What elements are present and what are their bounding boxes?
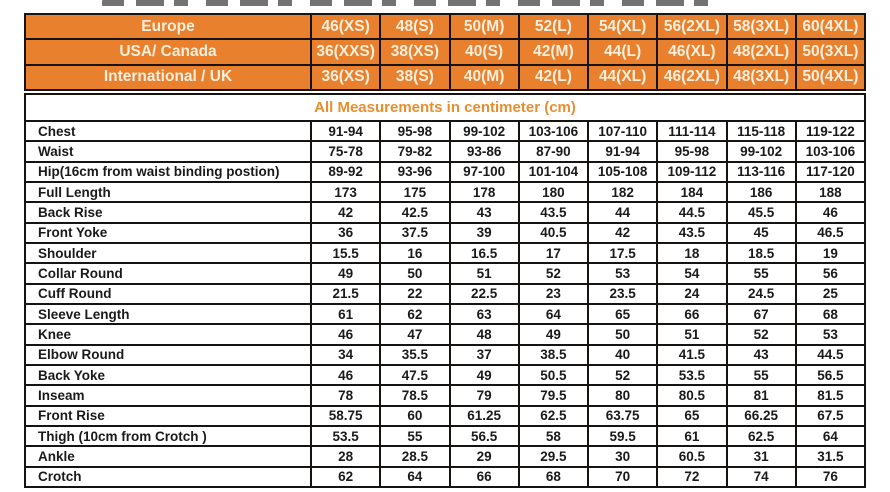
size-system-row: [25, 39, 865, 64]
measurement-value-cell: 95-98: [380, 121, 449, 141]
size-cell: 46(XS): [311, 14, 380, 39]
size-cell: 56(2XL): [657, 14, 726, 39]
measurement-value-cell: 182: [588, 182, 657, 202]
measurement-value-cell: 64: [380, 467, 449, 487]
measurement-label: Thigh (10cm from Crotch ): [25, 426, 311, 446]
measurement-value-cell: 40: [588, 345, 657, 365]
measurement-value-cell: 99-102: [727, 141, 796, 161]
size-cell: 38(XS): [380, 39, 449, 64]
measurement-row: [25, 385, 865, 405]
measurement-value-cell: 43.5: [657, 223, 726, 243]
measurement-value-cell: 62: [380, 304, 449, 324]
measurement-row: [25, 243, 865, 263]
size-cell: 50(M): [450, 14, 519, 39]
measurement-value-cell: 29.5: [519, 446, 588, 466]
measurement-value-cell: 55: [380, 426, 449, 446]
measurement-value-cell: 45.5: [727, 202, 796, 222]
measurement-value-cell: 62.5: [727, 426, 796, 446]
measurement-value-cell: 46: [796, 202, 865, 222]
measurement-label: Elbow Round: [25, 345, 311, 365]
measurement-value-cell: 188: [796, 182, 865, 202]
measurement-value-cell: 68: [519, 467, 588, 487]
measurement-value-cell: 47: [380, 324, 449, 344]
measurement-value-cell: 97-100: [450, 162, 519, 182]
measurement-value-cell: 36: [311, 223, 380, 243]
measurement-value-cell: 51: [657, 324, 726, 344]
measurement-value-cell: 50.5: [519, 365, 588, 385]
measurement-value-cell: 44: [588, 202, 657, 222]
size-system-row: [25, 65, 865, 90]
measurement-value-cell: 18: [657, 243, 726, 263]
size-header-body: [25, 14, 865, 90]
measurement-value-cell: 43.5: [519, 202, 588, 222]
measurement-row: [25, 121, 865, 141]
measurement-label: Full Length: [25, 182, 311, 202]
measurement-value-cell: 17: [519, 243, 588, 263]
measurement-value-cell: 64: [519, 304, 588, 324]
measurement-value-cell: 65: [657, 406, 726, 426]
measurement-value-cell: 42.5: [380, 202, 449, 222]
measurement-value-cell: 43: [727, 345, 796, 365]
measurement-value-cell: 67.5: [796, 406, 865, 426]
size-cell: 50(3XL): [796, 39, 865, 64]
measurement-value-cell: 42: [588, 223, 657, 243]
size-cell: 58(3XL): [727, 14, 796, 39]
measurement-value-cell: 65: [588, 304, 657, 324]
measurement-value-cell: 60.5: [657, 446, 726, 466]
measurement-row: [25, 162, 865, 182]
size-cell: 44(XL): [588, 65, 657, 90]
measurement-value-cell: 53: [588, 263, 657, 283]
measurement-value-cell: 175: [380, 182, 449, 202]
measurement-value-cell: 51: [450, 263, 519, 283]
size-header-table: [24, 13, 866, 91]
measurement-value-cell: 117-120: [796, 162, 865, 182]
measurement-value-cell: 37.5: [380, 223, 449, 243]
measurement-value-cell: 79.5: [519, 385, 588, 405]
measurement-row: [25, 141, 865, 161]
measurement-value-cell: 75-78: [311, 141, 380, 161]
measurement-value-cell: 87-90: [519, 141, 588, 161]
measurement-value-cell: 35.5: [380, 345, 449, 365]
measurement-value-cell: 61: [657, 426, 726, 446]
measurements-body: [25, 94, 865, 487]
measurement-value-cell: 58.75: [311, 406, 380, 426]
size-system-label: USA/ Canada: [25, 39, 311, 64]
measurement-row: [25, 263, 865, 283]
measurement-value-cell: 91-94: [311, 121, 380, 141]
measurement-value-cell: 25: [796, 284, 865, 304]
measurement-value-cell: 24: [657, 284, 726, 304]
measurement-value-cell: 49: [519, 324, 588, 344]
size-cell: 48(2XL): [727, 39, 796, 64]
measurement-value-cell: 62: [311, 467, 380, 487]
measurement-value-cell: 18.5: [727, 243, 796, 263]
measurement-value-cell: 61: [311, 304, 380, 324]
measurement-value-cell: 22.5: [450, 284, 519, 304]
measurement-value-cell: 78.5: [380, 385, 449, 405]
measurement-value-cell: 81.5: [796, 385, 865, 405]
measurement-value-cell: 180: [519, 182, 588, 202]
measurement-value-cell: 115-118: [727, 121, 796, 141]
measurement-value-cell: 58: [519, 426, 588, 446]
measurement-value-cell: 56.5: [450, 426, 519, 446]
measurement-row: [25, 284, 865, 304]
measurement-value-cell: 40.5: [519, 223, 588, 243]
measurement-label: Inseam: [25, 385, 311, 405]
measurement-value-cell: 23: [519, 284, 588, 304]
size-cell: 40(S): [450, 39, 519, 64]
measurement-value-cell: 81: [727, 385, 796, 405]
size-system-label: Europe: [25, 14, 311, 39]
measurement-value-cell: 109-112: [657, 162, 726, 182]
measurement-row: [25, 426, 865, 446]
measurement-value-cell: 16: [380, 243, 449, 263]
measurement-value-cell: 103-106: [796, 141, 865, 161]
measurement-value-cell: 59.5: [588, 426, 657, 446]
size-cell: 46(XL): [657, 39, 726, 64]
measurement-label: Back Yoke: [25, 365, 311, 385]
measurement-row: [25, 202, 865, 222]
measurement-value-cell: 46.5: [796, 223, 865, 243]
measurement-value-cell: 19: [796, 243, 865, 263]
size-cell: 50(4XL): [796, 65, 865, 90]
measurement-value-cell: 186: [727, 182, 796, 202]
measurement-value-cell: 63: [450, 304, 519, 324]
measurement-value-cell: 107-110: [588, 121, 657, 141]
size-cell: 38(S): [380, 65, 449, 90]
measurement-value-cell: 93-96: [380, 162, 449, 182]
measurement-row: [25, 223, 865, 243]
measurement-value-cell: 62.5: [519, 406, 588, 426]
measurement-value-cell: 15.5: [311, 243, 380, 263]
measurement-value-cell: 111-114: [657, 121, 726, 141]
measurement-label: Chest: [25, 121, 311, 141]
size-cell: 60(4XL): [796, 14, 865, 39]
measurement-value-cell: 41.5: [657, 345, 726, 365]
size-cell: 42(L): [519, 65, 588, 90]
measurement-value-cell: 103-106: [519, 121, 588, 141]
measurement-value-cell: 53.5: [657, 365, 726, 385]
measurement-label: Hip(16cm from waist binding postion): [25, 162, 311, 182]
measurement-label: Cuff Round: [25, 284, 311, 304]
measurement-label: Waist: [25, 141, 311, 161]
measurement-value-cell: 34: [311, 345, 380, 365]
measurement-value-cell: 55: [727, 263, 796, 283]
measurement-label: Back Rise: [25, 202, 311, 222]
measurement-label: Sleeve Length: [25, 304, 311, 324]
measurement-value-cell: 60: [380, 406, 449, 426]
measurement-value-cell: 52: [519, 263, 588, 283]
measurement-value-cell: 28.5: [380, 446, 449, 466]
measurement-value-cell: 23.5: [588, 284, 657, 304]
measurement-value-cell: 49: [311, 263, 380, 283]
measurement-value-cell: 113-116: [727, 162, 796, 182]
measurement-value-cell: 48: [450, 324, 519, 344]
measurement-value-cell: 119-122: [796, 121, 865, 141]
measurement-value-cell: 28: [311, 446, 380, 466]
size-cell: 40(M): [450, 65, 519, 90]
measurement-label: Knee: [25, 324, 311, 344]
measurement-value-cell: 22: [380, 284, 449, 304]
measurement-value-cell: 16.5: [450, 243, 519, 263]
measurement-value-cell: 54: [657, 263, 726, 283]
size-cell: 48(3XL): [727, 65, 796, 90]
measurement-value-cell: 21.5: [311, 284, 380, 304]
measurement-value-cell: 30: [588, 446, 657, 466]
measurement-value-cell: 17.5: [588, 243, 657, 263]
measurement-row: [25, 345, 865, 365]
measurement-value-cell: 70: [588, 467, 657, 487]
measurement-value-cell: 101-104: [519, 162, 588, 182]
measurement-value-cell: 105-108: [588, 162, 657, 182]
measurement-label: Collar Round: [25, 263, 311, 283]
measurement-value-cell: 66: [657, 304, 726, 324]
measurement-value-cell: 24.5: [727, 284, 796, 304]
measurement-value-cell: 95-98: [657, 141, 726, 161]
measurement-row: [25, 467, 865, 487]
measurements-table: [24, 93, 866, 488]
measurement-value-cell: 79: [450, 385, 519, 405]
measurement-value-cell: 66: [450, 467, 519, 487]
measurement-value-cell: 55: [727, 365, 796, 385]
measurement-value-cell: 178: [450, 182, 519, 202]
measurement-value-cell: 42: [311, 202, 380, 222]
measurement-row: [25, 406, 865, 426]
measurement-row: [25, 446, 865, 466]
measurement-value-cell: 61.25: [450, 406, 519, 426]
measurement-value-cell: 64: [796, 426, 865, 446]
measurement-value-cell: 78: [311, 385, 380, 405]
measurement-value-cell: 74: [727, 467, 796, 487]
measurement-value-cell: 31: [727, 446, 796, 466]
measurement-value-cell: 47.5: [380, 365, 449, 385]
measurement-label: Front Rise: [25, 406, 311, 426]
measurement-value-cell: 76: [796, 467, 865, 487]
measurement-value-cell: 99-102: [450, 121, 519, 141]
measurement-value-cell: 93-86: [450, 141, 519, 161]
measurement-value-cell: 45: [727, 223, 796, 243]
measurement-value-cell: 49: [450, 365, 519, 385]
size-cell: 42(M): [519, 39, 588, 64]
measurement-label: Shoulder: [25, 243, 311, 263]
measurement-row: [25, 324, 865, 344]
size-system-label: International / UK: [25, 65, 311, 90]
measurement-value-cell: 173: [311, 182, 380, 202]
measurement-value-cell: 44.5: [796, 345, 865, 365]
size-cell: 44(L): [588, 39, 657, 64]
measurement-value-cell: 44.5: [657, 202, 726, 222]
measurement-value-cell: 37: [450, 345, 519, 365]
measurement-label: Front Yoke: [25, 223, 311, 243]
measurement-label: Crotch: [25, 467, 311, 487]
measurement-value-cell: 38.5: [519, 345, 588, 365]
measurement-value-cell: 80.5: [657, 385, 726, 405]
measurement-row: [25, 365, 865, 385]
size-cell: 54(XL): [588, 14, 657, 39]
measurement-value-cell: 29: [450, 446, 519, 466]
size-cell: 48(S): [380, 14, 449, 39]
measurement-value-cell: 80: [588, 385, 657, 405]
size-cell: 36(XXS): [311, 39, 380, 64]
measurement-value-cell: 89-92: [311, 162, 380, 182]
measurements-note: All Measurements in centimeter (cm): [25, 94, 865, 121]
measurement-row: [25, 182, 865, 202]
measurement-value-cell: 52: [727, 324, 796, 344]
measurement-label: Ankle: [25, 446, 311, 466]
measurement-value-cell: 91-94: [588, 141, 657, 161]
size-cell: 36(XS): [311, 65, 380, 90]
note-row: [25, 94, 865, 121]
measurement-value-cell: 50: [380, 263, 449, 283]
measurement-value-cell: 63.75: [588, 406, 657, 426]
measurement-value-cell: 72: [657, 467, 726, 487]
measurement-value-cell: 56.5: [796, 365, 865, 385]
measurement-value-cell: 46: [311, 324, 380, 344]
measurement-value-cell: 68: [796, 304, 865, 324]
cropped-title-remnant: [102, 0, 714, 6]
measurement-value-cell: 53.5: [311, 426, 380, 446]
measurement-value-cell: 53: [796, 324, 865, 344]
measurement-value-cell: 50: [588, 324, 657, 344]
size-system-row: [25, 14, 865, 39]
size-cell: 46(2XL): [657, 65, 726, 90]
measurement-value-cell: 79-82: [380, 141, 449, 161]
measurement-value-cell: 52: [588, 365, 657, 385]
measurement-value-cell: 67: [727, 304, 796, 324]
measurement-value-cell: 31.5: [796, 446, 865, 466]
measurement-row: [25, 304, 865, 324]
measurement-value-cell: 184: [657, 182, 726, 202]
size-cell: 52(L): [519, 14, 588, 39]
measurement-value-cell: 66.25: [727, 406, 796, 426]
measurement-value-cell: 43: [450, 202, 519, 222]
measurement-value-cell: 39: [450, 223, 519, 243]
measurement-value-cell: 56: [796, 263, 865, 283]
measurement-value-cell: 46: [311, 365, 380, 385]
